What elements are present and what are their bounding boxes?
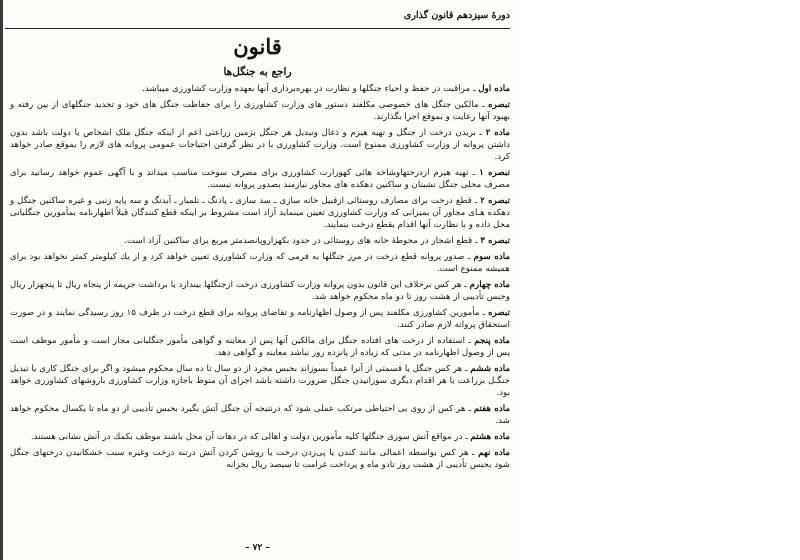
article-label: تبصره ۲	[480, 196, 510, 206]
article-paragraph	[10, 432, 510, 444]
article-label: ماده ششم	[470, 364, 511, 374]
article-text: ـ استفاده از درخت های افتاده جنگل برای مالکین آنها پس از معاینه و گواهی مأمور جنگلبانی مجاز است و مأمور موظف است پس از وصول اظهارنامه در مدتی که زیاده از پانزده روز نباشد معاینه و گواهی دهد.	[10, 336, 510, 358]
article-label: ماده پنجم	[474, 336, 510, 346]
document-column	[5, 4, 510, 556]
article-paragraph	[10, 308, 510, 332]
article-text: ـ در مواقع آتش سوزی جنگلها کلیه مأمورین دولت و اهالی که در دهات آن محل باشند موظف بکمك در آتش نشانی هستند.	[30, 431, 471, 442]
article-text: ـ مراقبت در حفظ و احیاء جنگلها و نظارت در بهره‌برداری آنها بعهده وزارت کشاورزی میباشد.	[142, 84, 479, 94]
article-label: تبصره	[488, 308, 510, 318]
article-text: ـ مالکین جنگل های خصوصی مکلفند دستور های وزارت کشاورزی را برای حفاظت جنگل های خود و تجدید جنگلهای از بین رفته و بهبود آنها رعایت و بموقع اجرا بگذارند.	[10, 100, 510, 122]
article-text: ـ صدور پروانه قطع درخت در مرز جنگلها به فرمی که وزارت کشاورزی تعیین خواهد کرد و از یك کیلومتر کمتر نخواهد بود برای همیشه ممنوع است.	[10, 252, 510, 274]
article-paragraph	[10, 364, 510, 400]
article-text: ـ قطع درخت برای مصارف روستائی ازقبیل خانه سازی ـ سد سازی ـ پادنگ ـ تلمبار ـ آبدنگ و سه پایه زنبی و غیره ساکنین جنگل و دهکده هـای مجاور آن بمیزانی که وزارت کشاورزی تعیین مینماید آزاد است مشروط بر اینکه قطع کنندگان قبلاً اظهارنامه بمأمورین جنگلبانی محل داده و با نظارت آنها اقدام بقطع درخت بنمایند.	[10, 196, 510, 230]
document-title: قانون	[233, 34, 282, 59]
running-header: دورهٔ سیزدهم قانون گذاری	[403, 10, 510, 21]
article-paragraph	[10, 128, 510, 164]
article-paragraph	[10, 252, 510, 276]
article-label: تبصره ۱	[479, 168, 510, 178]
article-label: ماده اول	[478, 84, 510, 94]
article-text: ـ هر کس جنگل یا قسمتی از آنرا عمداً بسوزاند بحبس مجرد از دو سال تا ده سال محکوم میشود و اگر برای جنگل کاری یا تبدیل جنگـل بزراعت یا هر اقدام دیگری سوزانیدن جنگل ضرورت داشته باشد اجرای آن منوط باجازه وزارت کشاورزی باروشهای کشاورزی خواهد بود.	[10, 364, 510, 398]
article-label: تبصره ۳	[480, 235, 510, 246]
article-paragraph	[10, 84, 510, 96]
article-paragraph	[10, 196, 510, 232]
page-edge-shadow	[0, 0, 3, 560]
header-rule	[5, 28, 510, 29]
article-text: ـ قطع اشجار در محوطهٔ خانه های روستائی در حدود بکهزاروپانصدمتر مربع برای ساکنین آزاد است.	[124, 235, 481, 246]
article-paragraph	[10, 404, 510, 428]
article-label: ماده نهم	[478, 448, 510, 458]
article-paragraph	[10, 448, 510, 472]
article-label: ماده هشتم	[470, 431, 510, 442]
article-paragraph	[10, 168, 510, 192]
article-text: ـ هر کس بواسطه اعمالی مانند کندن یا پی‌زدن درخت یا روشن کردن آتش درتنه درخت وغیره سبب خشکانیدن درختهای جنگل شود بحبس تأدیبی از هشت روز تادو ماه و پرداخت غرامت تا سیصد ریال بخزانه	[10, 448, 510, 470]
article-paragraph	[10, 100, 510, 124]
article-text: ـ هر کس برخلاف این قانون بدون پروانه وزارت کشاورزی درخت ازجنگلها بیندازد یا برداشت جریمه از پنجاه ریال تا پنجهزار ریال وحبس تأدیبی از هشت روز تا دو ماه محکوم خواهد شد.	[10, 280, 510, 302]
law-body	[10, 84, 510, 476]
article-label: ماده چهارم	[469, 280, 511, 290]
article-label: ماده هفتم	[473, 403, 510, 414]
article-label: تبصره	[488, 100, 510, 111]
article-label: ماده سوم	[473, 252, 510, 262]
article-label: ماده ۲	[485, 128, 510, 139]
article-text: ـ هر کس از روی بی احتیاطی مرتکب عملی شود که درنتیجه آن جنگل آتش بگیرد بحبس تأدیبی از دو ماه تا یکسال محکوم خواهد شد.	[10, 403, 510, 426]
article-text: ـ مأمورین کشاورزی مکلفند پس از وصول اظهارنامه و تقاضای پروانه برای قطع درخت در ظرف ۱۵ روز رسیدگی نمایند و در صورت استحقاق پروانه لازم صادر کنند.	[10, 308, 510, 330]
document-subtitle: راجع به جنگل‌ها	[223, 66, 292, 78]
article-paragraph	[10, 336, 510, 360]
article-paragraph	[10, 236, 510, 248]
page-number: – ۷۲ –	[245, 543, 270, 553]
article-text: ـ تهیه هیزم ازدرختهاوشاخه هائی کهوزارت کشاورزی برای مصرف سوخت مناسب میداند و با آگهی عموم خواهد رسانید برای مصرف محلی جنگل نشینان و ساکنین دهکده های مجاور نیازمند بصدور پروانه نیست.	[10, 168, 510, 190]
blank-margin	[520, 0, 800, 560]
article-paragraph	[10, 280, 510, 304]
article-text: ـ بریدن درخت از جنگل و تهیه هیزم و ذغال وتبدیل هر جنگل بزمین زراعتی اعم از اینکه جنگل ملک اشخاص یا دولت باشد بدون داشتن پروانه از وزارت کشاورزی ممنوع است. وزارت کشاورزی با در نظر گرفتن احتیاجات عمومی پروانه های لازم را بموقع صادر خواهد کرد.	[10, 128, 510, 162]
